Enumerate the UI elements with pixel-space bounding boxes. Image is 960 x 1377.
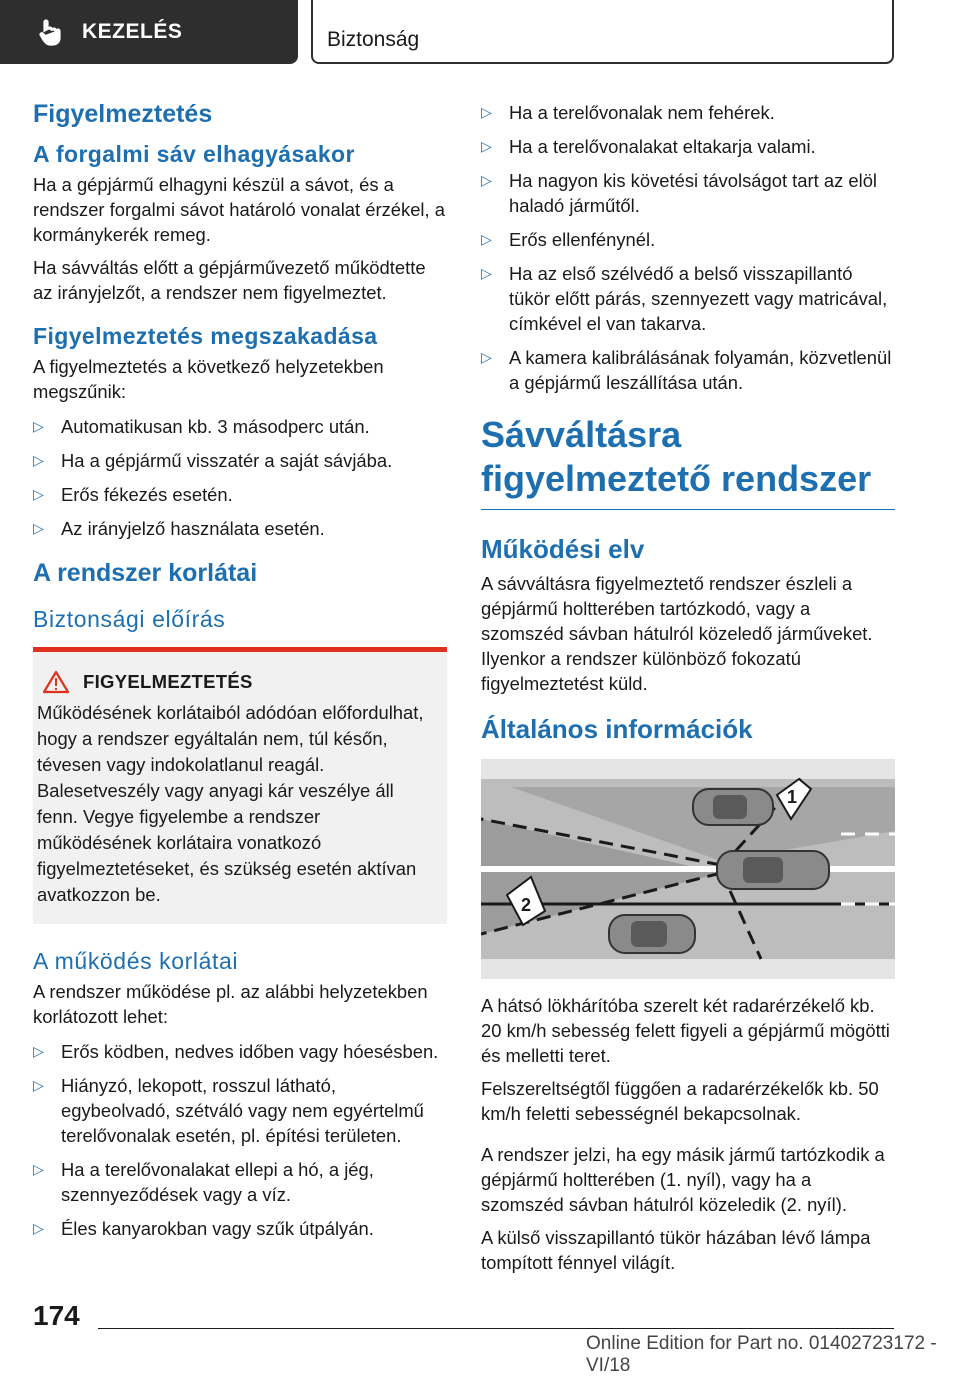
triangle-bullet-icon: ▷ xyxy=(481,104,492,120)
triangle-bullet-icon: ▷ xyxy=(33,520,44,536)
triangle-bullet-icon: ▷ xyxy=(33,486,44,502)
triangle-bullet-icon: ▷ xyxy=(481,172,492,188)
limits-heading: A rendszer korlátai xyxy=(33,559,258,587)
general-paragraph-1: A hátsó lökhárítóba szerelt két radarérzékelő kb. 20 km/h sebesség felett figyeli a gépjármű mögötti és melletti teret. xyxy=(481,995,890,1066)
warning-triangle-icon xyxy=(43,670,69,694)
operation-limits-list xyxy=(33,1039,447,1241)
general-paragraph-4: A külső visszapillantó tükör házában lévő lámpa tompított fénnyel világít. xyxy=(481,1227,871,1273)
interrupt-list xyxy=(33,414,447,541)
triangle-bullet-icon: ▷ xyxy=(33,1077,44,1093)
general-paragraph-2: Felszereltségtől függően a radarérzékelők kb. 50 km/h feletti sebességnél bekapcsolnak. xyxy=(481,1078,879,1124)
svg-text:2: 2 xyxy=(521,895,532,915)
left-column xyxy=(33,100,447,1250)
operation-limits-intro: A rendszer működése pl. az alábbi helyzetekben korlátozott lehet: xyxy=(33,981,428,1027)
general-paragraph-3: A rendszer jelzi, ha egy másik jármű tartózkodik a gépjármű holtterében (1. nyíl), vagy ha a szomszéd sávban hátulról közeledik (2. nyíl). xyxy=(481,1144,885,1215)
edition-text: Online Edition for Part no. 01402723172 - VI/18 xyxy=(586,1333,937,1376)
page-number: 174 xyxy=(33,1300,80,1331)
continued-limits-list xyxy=(481,100,895,395)
footer-rule xyxy=(98,1328,894,1329)
list-item: ▷ Hiányzó, lekopott, rosszul látható, egybeolvadó, szétváló vagy nem egyértelmű terelővonalak esetén, pl. építési területen. xyxy=(33,1075,424,1146)
triangle-bullet-icon: ▷ xyxy=(481,231,492,247)
list-item: ▷ Ha a terelővonalak nem fehérek. xyxy=(481,102,775,123)
triangle-bullet-icon: ▷ xyxy=(33,418,44,434)
list-item: ▷ Erős fékezés esetén. xyxy=(33,484,233,505)
warning-box-text: Működésének korlátaiból adódóan előfordulhat, hogy a rendszer egyáltalán nem, túl későn, tévesen vagy indokolatlanul reagál. Balesetveszély vagy anyagi kár veszélye áll fenn. Vegye figyelembe a rendszer működésének korlátaira vonatkozó figyelmeztetéseket, és szükség esetén aktívan avatkozzon be. xyxy=(37,702,424,905)
triangle-bullet-icon: ▷ xyxy=(481,265,492,281)
principle-text: A sávváltásra figyelmeztető rendszer észleli a gépjármű holtterében tartózkodó, vagy a szomszéd sávban hátulról közeledő járműveket. Ilyenkor a rendszer különböző fokozatú figyelmeztetést küld. xyxy=(481,573,873,694)
interrupt-heading: Figyelmeztetés megszakadása xyxy=(33,323,378,349)
lane-exit-heading: A forgalmi sáv elhagyásakor xyxy=(33,141,355,167)
list-item: ▷ Ha nagyon kis követési távolságot tart az elöl haladó járműtől. xyxy=(481,170,878,216)
principle-heading: Működési elv xyxy=(481,534,645,564)
triangle-bullet-icon: ▷ xyxy=(33,452,44,468)
chapter-tab-label: KEZELÉS xyxy=(82,20,183,43)
chapter-title: Sávváltásra figyelmeztető rendszer xyxy=(481,414,872,499)
warning-box-title: FIGYELMEZTETÉS xyxy=(83,671,253,692)
lane-exit-paragraph-2: Ha sávváltás előtt a gépjárművezető működtette az irányjelzőt, a rendszer nem figyelmeztet. xyxy=(33,257,426,303)
right-column xyxy=(481,100,895,1283)
section-header xyxy=(311,0,894,64)
road-diagram xyxy=(481,759,895,979)
triangle-bullet-icon: ▷ xyxy=(481,138,492,154)
list-item: ▷ Erős ellenfénynél. xyxy=(481,229,656,250)
section-title: Biztonság xyxy=(327,28,420,51)
list-item: ▷ Az irányjelző használata esetén. xyxy=(33,518,325,539)
list-item: ▷ Erős ködben, nedves időben vagy hóesésben. xyxy=(33,1041,439,1062)
triangle-bullet-icon: ▷ xyxy=(33,1220,44,1236)
warning-heading: Figyelmeztetés xyxy=(33,100,213,128)
list-item: ▷ Automatikusan kb. 3 másodperc után. xyxy=(33,416,370,437)
triangle-bullet-icon: ▷ xyxy=(33,1161,44,1177)
triangle-bullet-icon: ▷ xyxy=(481,349,492,365)
triangle-bullet-icon: ▷ xyxy=(33,1043,44,1059)
warning-box xyxy=(33,647,447,924)
list-item: ▷ Ha az első szélvédő a belső visszapillantó tükör előtt párás, szennyezett vagy matricával, címkével el van takarva. xyxy=(481,263,888,334)
list-item: ▷ Ha a terelővonalakat eltakarja valami. xyxy=(481,136,816,157)
safety-heading: Biztonsági előírás xyxy=(33,606,226,632)
general-info-heading: Általános információk xyxy=(481,714,753,744)
blind-spot-illustration xyxy=(481,759,895,979)
list-item: ▷ Ha a gépjármű visszatér a saját sávjába. xyxy=(33,450,393,471)
list-item: ▷ Éles kanyarokban vagy szűk útpályán. xyxy=(33,1218,374,1239)
lane-exit-paragraph-1: Ha a gépjármű elhagyni készül a sávot, és a rendszer forgalmi sávot határoló vonalat érzékel, a kormánykerék remeg. xyxy=(33,174,445,245)
chapter-rule xyxy=(481,509,895,510)
car-icon xyxy=(717,851,829,889)
car-icon xyxy=(609,915,695,953)
interrupt-intro: A figyelmeztetés a következő helyzetekben megszűnik: xyxy=(33,356,384,402)
list-item: ▷ Ha a terelővonalakat ellepi a hó, a jég, szennyeződések vagy a víz. xyxy=(33,1159,374,1205)
operation-limits-heading: A működés korlátai xyxy=(33,948,239,974)
svg-text:1: 1 xyxy=(787,787,798,807)
hand-pointer-icon xyxy=(38,18,64,46)
car-icon xyxy=(693,789,773,825)
chapter-tab xyxy=(0,0,298,64)
list-item: ▷ A kamera kalibrálásának folyamán, közvetlenül a gépjármű leszállítása után. xyxy=(481,347,892,393)
